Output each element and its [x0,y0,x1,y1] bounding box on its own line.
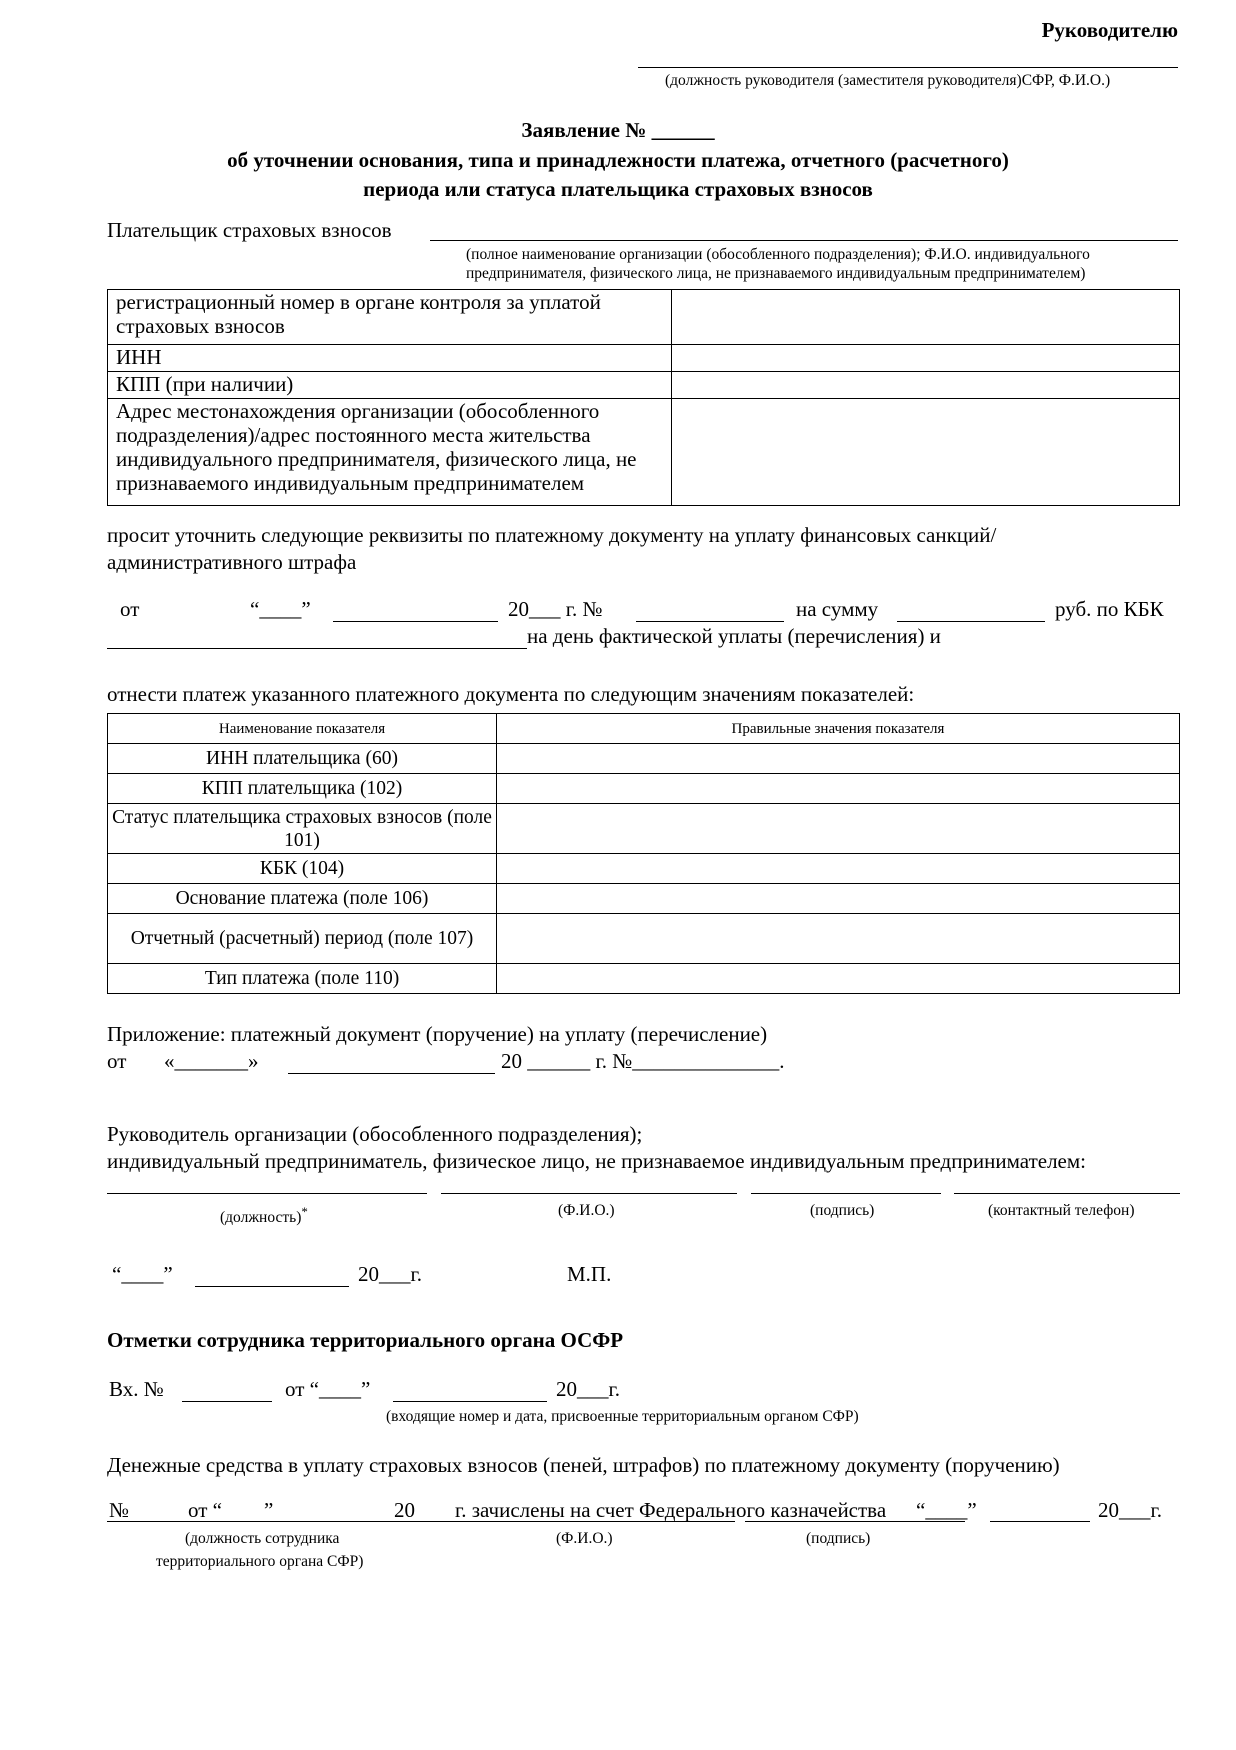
indicator-row [108,774,1180,804]
payer-label: Плательщик страховых взносов [107,218,392,242]
request-line2: административного штрафа [107,550,357,574]
signer-cap-sign: (подпись) [810,1202,875,1219]
marks-in-no-field[interactable] [182,1401,272,1402]
attachment-date-month-field[interactable] [288,1073,495,1074]
request-tail: на день фактической уплаты (перечисления) и [527,624,941,648]
marks-cap-sign: (подпись) [806,1530,871,1547]
indicator-row [108,804,1180,854]
marks-cap-position1: (должность сотрудника [185,1530,340,1547]
payer-row-kpp [108,372,1180,399]
request-line1: просит уточнить следующие реквизиты по платежному документу на уплату финансовых санкций/ [107,523,997,547]
indicator-name: Статус плательщика страховых взносов (поле 101) [108,804,497,854]
payer-kpp-label: КПП (при наличии) [108,372,672,399]
indicator-name: Тип платежа (поле 110) [108,964,497,994]
marks-cap-name: (Ф.И.О.) [556,1530,613,1547]
indicator-value[interactable] [497,854,1180,884]
indicator-row [108,964,1180,994]
marks-in-no: Вх. № [109,1377,164,1401]
marks-year3: 20___г. [1098,1498,1162,1522]
indicator-name: КПП плательщика (102) [108,774,497,804]
indicators-col1: Наименование показателя [108,714,497,744]
payer-regnum-label: регистрационный номер в органе контроля за уплатой страховых взносов [108,290,672,345]
indicator-value[interactable] [497,884,1180,914]
marks-in-caption: (входящие номер и дата, присвоенные территориальным органом СФР) [386,1408,859,1425]
title-line3: периода или статуса плательщика страховых взносов [363,177,873,201]
addressee-caption: (должность руководителя (заместителя руководителя)СФР, Ф.И.О.) [665,72,1111,89]
marks-month3-field[interactable] [990,1521,1090,1522]
signer-cap-position: (должность)* [220,1204,308,1227]
marks-from[interactable]: от “____” [285,1377,371,1401]
signer-signature-field[interactable] [751,1193,941,1194]
signer-date-day[interactable]: “____” [112,1262,173,1286]
indicators-table [107,713,1180,994]
marks-year: 20___г. [556,1377,620,1401]
indicator-value[interactable] [497,914,1180,964]
indicator-row [108,914,1180,964]
addressee: Руководителю [1041,18,1178,42]
signer-line2: индивидуальный предприниматель, физическое лицо, не признаваемое индивидуальным предпринимателем: [107,1149,1086,1173]
signer-date-month-field[interactable] [195,1286,349,1287]
attachment-year: 20 ______ г. №______________. [501,1049,785,1073]
signer-line1: Руководитель организации (обособленного подразделения); [107,1122,643,1146]
indicator-name: ИНН плательщика (60) [108,744,497,774]
signer-phone-field[interactable] [954,1193,1180,1194]
marks-close-quote: ” [264,1498,274,1522]
attachment-from: от [107,1049,127,1073]
indicator-value[interactable] [497,774,1180,804]
title-line2: об уточнении основания, типа и принадлежности платежа, отчетного (расчетного) [227,148,1009,172]
addressee-line[interactable] [638,67,1178,68]
indicator-name: КБК (104) [108,854,497,884]
payer-name-field[interactable] [430,240,1178,241]
indicator-name: Отчетный (расчетный) период (поле 107) [108,914,497,964]
payer-regnum-value[interactable] [672,290,1180,345]
payer-row-address [108,399,1180,506]
payer-row-regnum [108,290,1180,345]
request-assign: отнести платеж указанного платежного документа по следующим значениям показателей: [107,682,915,706]
payer-inn-value[interactable] [672,345,1180,372]
marks-quote3[interactable]: “____” [916,1498,977,1522]
title-line1: Заявление № ______ [521,118,715,142]
payer-address-label: Адрес местонахождения организации (обособленного подразделения)/адрес постоянного места жительства индивидуального предпринимателя, физического лица, не признаваемого индивидуальным предпринимателем [108,399,672,506]
marks-no: № [109,1498,130,1522]
marks-heading: Отметки сотрудника территориального органа ОСФР [107,1328,624,1352]
payer-table [107,289,1180,506]
indicator-value[interactable] [497,744,1180,774]
payer-caption1: (полное наименование организации (обособленного подразделения); Ф.И.О. индивидуального [466,246,1090,263]
request-sum-label: на сумму [796,597,879,621]
marks-from2: от “ [188,1498,222,1522]
signer-position-field[interactable] [107,1193,427,1194]
signer-name-field[interactable] [441,1193,737,1194]
indicator-value[interactable] [497,964,1180,994]
attachment-date-day[interactable]: «_______» [164,1049,259,1073]
indicators-col2: Правильные значения показателя [497,714,1180,744]
signer-cap-phone: (контактный телефон) [988,1202,1135,1219]
indicator-row [108,744,1180,774]
request-kbk-field[interactable] [107,648,527,649]
marks-cap-position2: территориального органа СФР) [156,1553,364,1570]
request-date-day[interactable]: “____” [250,597,311,621]
attachment-line1: Приложение: платежный документ (поручение) на уплату (перечисление) [107,1022,768,1046]
request-from: от [120,597,140,621]
request-year: 20___ г. № [508,597,603,621]
payer-caption2: предпринимателя, физического лица, не признаваемого индивидуальным предпринимателем) [466,265,1086,282]
marks-money-line: Денежные средства в уплату страховых взносов (пеней, штрафов) по платежному документу (поручению) [107,1453,1060,1477]
marks-credited: г. зачислены на счет Федерального казначейства [455,1498,887,1522]
signer-stamp: М.П. [567,1262,612,1286]
payer-row-inn [108,345,1180,372]
payer-address-value[interactable] [672,399,1180,506]
marks-year2: 20 [394,1498,415,1522]
payer-inn-label: ИНН [108,345,672,372]
signer-date-year: 20___г. [358,1262,422,1286]
marks-month-field[interactable] [393,1401,547,1402]
indicator-value[interactable] [497,804,1180,854]
request-date-month-field[interactable] [333,621,498,622]
indicator-name: Основание платежа (поле 106) [108,884,497,914]
indicator-row [108,854,1180,884]
request-sum-field[interactable] [897,621,1045,622]
request-kbk-label: руб. по КБК [1055,597,1164,621]
request-number-field[interactable] [636,621,784,622]
footnote-star: * [301,1204,308,1219]
signer-cap-name: (Ф.И.О.) [558,1202,615,1219]
indicators-header [108,714,1180,744]
payer-kpp-value[interactable] [672,372,1180,399]
indicator-row [108,884,1180,914]
